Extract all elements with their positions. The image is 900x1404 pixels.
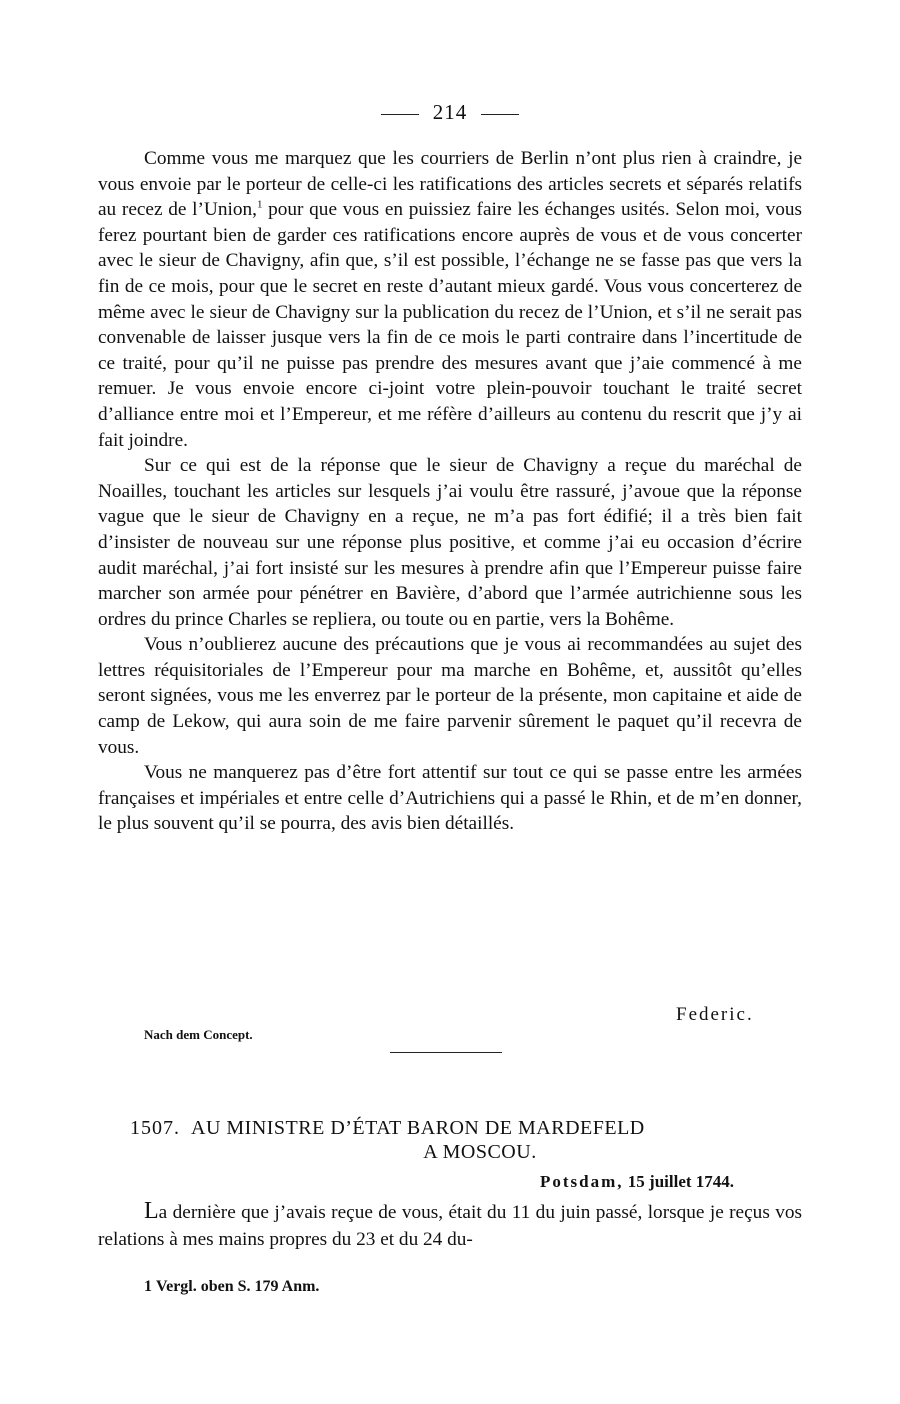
next-letter-paragraph: [98, 1198, 802, 1253]
paragraph-2: Sur ce qui est de la réponse que le sieur de Chavigny a reçue du maréchal de Noailles, touchant les articles sur lesquels j’ai voulu être rassuré, j’avoue que la réponse vague que le sieur de Chavigny en a reçue, ne m’a pas fort édifié; il a très bien fait d’insister de nouveau sur une réponse plus positive, et comme j’ai eu occasion d’écrire audit maréchal, j’ai fort insisté sur les mesures à prendre afin que l’Empereur puisse faire marcher son armée pour pénétrer en Bavière, d’abord que l’armée autrichienne sous les ordres du prince Charles se repliera, ou toute ou en partie, vers la Bohême.: [98, 455, 802, 630]
page-number-text: 214: [432, 100, 468, 124]
paragraph-3: Vous n’oublierez aucune des précautions que je vous ai recommandées au sujet des lettres réquisitoriales de l’Empereur pour ma marche en Bohême, et, aussitôt qu’elles seront signées, vous me les enverrez par le porteur de la présente, mon capitaine et aide de camp de Lekow, qui aura soin de me faire parvenir sûrement le paquet qu’il recevra de vous.: [98, 634, 802, 758]
footnote-text: Vergl. oben S. 179 Anm.: [156, 1278, 320, 1295]
page-number-dash-left: [381, 114, 419, 115]
letter-body: [98, 146, 802, 837]
next-letter-text-content: a dernière que j’avais reçue de vous, était du 11 du juin passé, lorsque je reçus vos relations à mes mains propres du 23 et du 24 du-: [98, 1202, 802, 1250]
dateline-place: Potsdam,: [540, 1172, 624, 1191]
letter-heading-line-1: [130, 1116, 770, 1140]
source-note: Nach dem Concept.: [144, 1027, 253, 1042]
footnote: [144, 1278, 319, 1296]
letter-destination: A MOSCOU.: [423, 1141, 537, 1163]
paragraph-4: Vous ne manquerez pas d’être fort attentif sur tout ce qui se passe entre les armées françaises et impériales et entre celle d’Autrichiens qui a passé le Rhin, et de m’en donner, le plus souvent qu’il se pourra, des avis bien détaillés.: [98, 762, 802, 835]
paragraph-1-part-1: Comme vous me marquez que les courriers de Berlin n’ont plus rien à craindre, je vous envoie par le porteur de celle-ci les ratifications des articles secrets et séparés relatifs au recez de l’Union,: [98, 148, 802, 221]
section-separator: [390, 1052, 502, 1053]
letter-number: 1507.: [130, 1117, 180, 1139]
footnote-reference: 1: [256, 198, 263, 211]
dateline-date: 15 juillet 1744.: [627, 1172, 735, 1191]
initial-letter: L: [144, 1198, 159, 1224]
page-number-dash-right: [481, 114, 519, 115]
letter-addressee: AU MINISTRE D’ÉTAT BARON DE MARDEFELD: [191, 1117, 645, 1139]
next-letter-text: [98, 1198, 802, 1253]
signature: Federic.: [676, 1004, 754, 1025]
footnote-mark: 1: [144, 1278, 152, 1295]
paragraph-1-part-2: pour que vous en puissiez faire les échanges usités. Selon moi, vous ferez pourtant bien de garder ces ratifications encore auprès de vous et de vous concerter avec le sieur de Chavigny, afin que, s’il est possible, l’échange ne se fasse pas que vers la fin de ce mois, pour que le secret en reste d’autant mieux gardé. Vous vous concerterez de même avec le sieur de Chavigny sur la publication du recez de l’Union, et s’il ne serait pas convenable de laisser jusque vers la fin de ce mois le parti contraire dans l’incertitude de ce traité, pour qu’il ne puisse pas prendre des mesures avant que j’aie commencé à me remuer. Je vous envoie encore ci-joint votre plein-pouvoir touchant le traité secret d’alliance entre moi et l’Empereur, et me réfère d’ailleurs au contenu du rescrit que j’y ai fait joindre.: [98, 199, 802, 451]
letter-heading: [130, 1116, 770, 1164]
dateline: [540, 1172, 734, 1192]
paragraph-1: [98, 146, 802, 453]
page-number: [0, 100, 900, 125]
